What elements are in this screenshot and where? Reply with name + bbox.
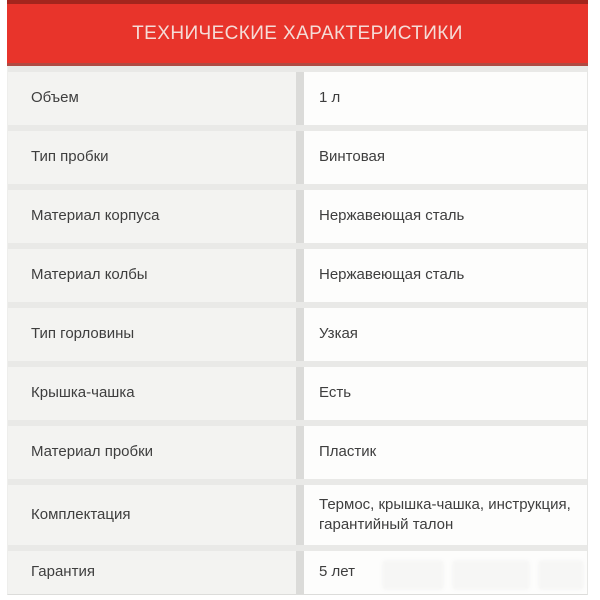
spec-label-cell [8,426,296,479]
spec-value: Винтовая [319,148,385,166]
spec-value: Термос, крышка-чашка, инструкция, гарантийный талон [319,495,571,533]
spec-row-stopper-type [8,131,587,184]
spec-row-package-contents [8,485,587,545]
spec-value: Пластик [319,443,377,461]
spec-value-cell [304,367,587,420]
title-bar [7,0,588,66]
spec-value: 5 лет [319,563,355,581]
spec-label: Тип горловины [31,325,135,343]
spec-label: Комплектация [31,505,131,523]
spec-value: Нержавеющая сталь [319,266,465,284]
spec-row-neck-type [8,308,587,361]
spec-row-warranty [8,551,587,594]
spec-label: Объем [31,89,79,107]
column-divider [296,72,304,125]
column-divider [296,190,304,243]
column-divider [296,551,304,594]
spec-value-cell [304,249,587,302]
spec-label-cell [8,485,296,545]
spec-table [7,66,588,595]
spec-value-cell [304,426,587,479]
spec-label: Гарантия [31,563,95,581]
spec-label-cell [8,249,296,302]
spec-row-volume [8,72,587,125]
column-divider [296,249,304,302]
spec-value-cell [304,190,587,243]
column-divider [296,426,304,479]
spec-label-cell [8,367,296,420]
column-divider [296,367,304,420]
spec-label: Материал колбы [31,266,148,284]
spec-value-cell [304,551,587,594]
spec-label-cell [8,308,296,361]
spec-value-cell [304,72,587,125]
spec-row-cup-lid [8,367,587,420]
spec-sheet [7,0,588,595]
spec-label: Материал корпуса [31,207,160,225]
spec-label-cell [8,551,296,594]
spec-label: Крышка-чашка [31,384,135,402]
spec-label-cell [8,131,296,184]
column-divider [296,308,304,361]
spec-label: Тип пробки [31,148,109,166]
spec-row-body-material [8,190,587,243]
spec-row-stopper-material [8,426,587,479]
spec-value: Нержавеющая сталь [319,207,465,225]
spec-value-cell [304,308,587,361]
spec-label-cell [8,72,296,125]
spec-value-cell [304,131,587,184]
spec-value: 1 л [319,89,341,107]
spec-value-cell [304,485,587,545]
spec-label-cell [8,190,296,243]
spec-value: Есть [319,384,352,402]
column-divider [296,131,304,184]
page-title: ТЕХНИЧЕСКИЕ ХАРАКТЕРИСТИКИ [132,22,463,44]
spec-label: Материал пробки [31,443,154,461]
spec-value: Узкая [319,325,358,343]
column-divider [296,485,304,545]
spec-row-flask-material [8,249,587,302]
